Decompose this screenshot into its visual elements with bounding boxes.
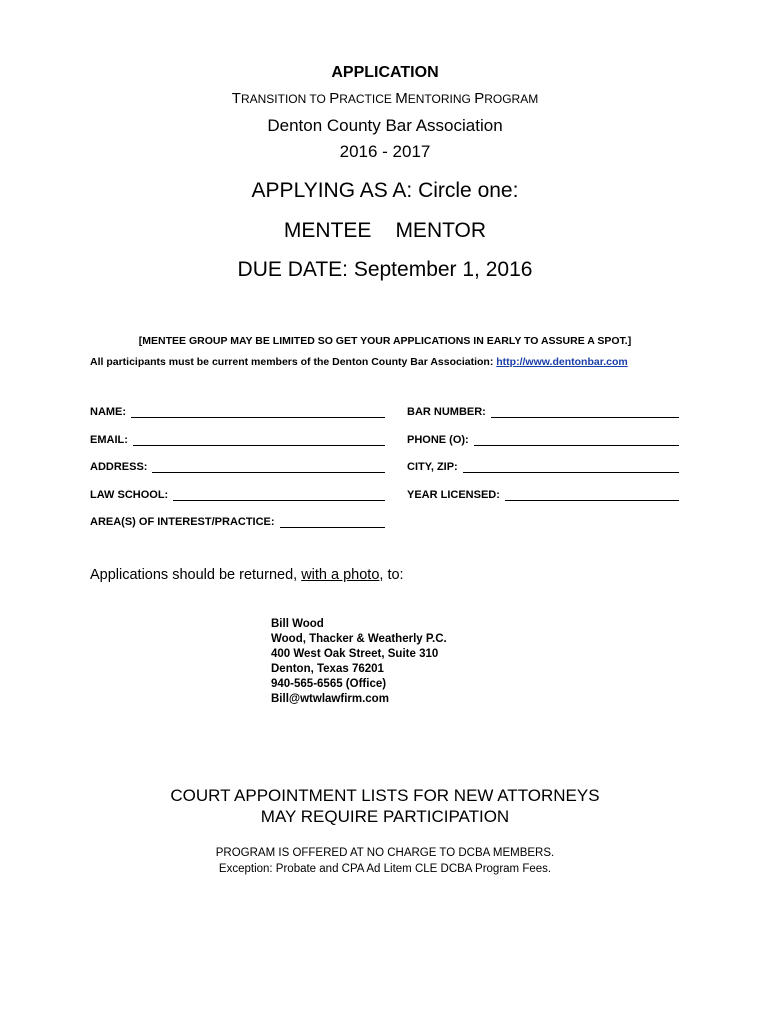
law-school-field[interactable] — [90, 485, 385, 501]
contact-name: Bill Wood — [271, 618, 324, 630]
year-licensed-label: YEAR LICENSED: — [407, 489, 500, 501]
contact-city: Denton, Texas 76201 — [271, 663, 384, 675]
bar-number-label: BAR NUMBER: — [407, 406, 486, 418]
name-line[interactable] — [131, 405, 385, 418]
court-notice-line-1: COURT APPOINTMENT LISTS FOR NEW ATTORNEYS — [170, 786, 600, 805]
subtitle-word: PROGRAM — [474, 90, 539, 107]
year-licensed-line[interactable] — [505, 488, 679, 501]
role-options — [0, 219, 770, 243]
email-label: EMAIL: — [90, 434, 128, 446]
city-zip-line[interactable] — [463, 460, 679, 473]
phone-field[interactable] — [407, 430, 679, 446]
areas-label: AREA(S) OF INTEREST/PRACTICE: — [90, 516, 275, 528]
phone-label: PHONE (O): — [407, 434, 469, 446]
fee-exception: Exception: Probate and CPA Ad Litem CLE DCBA Program Fees. — [218, 863, 552, 875]
name-label: NAME: — [90, 406, 127, 418]
program-subtitle — [0, 90, 770, 107]
with-photo-text: with a photo — [301, 567, 380, 583]
applying-as-prompt: APPLYING AS A: Circle one: — [251, 179, 519, 202]
areas-of-interest-field[interactable] — [90, 512, 385, 528]
program-years: 2016 - 2017 — [339, 142, 431, 161]
email-field[interactable] — [90, 430, 385, 446]
membership-notice — [90, 356, 628, 368]
contact-firm: Wood, Thacker & Weatherly P.C. — [271, 633, 447, 645]
return-instructions: Applications should be returned, with a photo, to: — [90, 567, 404, 583]
no-charge-notice: PROGRAM IS OFFERED AT NO CHARGE TO DCBA MEMBERS. — [215, 847, 555, 859]
contact-phone: 940-565-6565 (Office) — [271, 678, 387, 690]
due-date: DUE DATE: September 1, 2016 — [237, 258, 533, 281]
phone-line[interactable] — [474, 433, 679, 446]
membership-text: All participants must be current members of the Denton County Bar Association: — [90, 356, 497, 368]
year-licensed-field[interactable] — [407, 485, 679, 501]
bar-number-field[interactable] — [407, 402, 679, 418]
law-school-label: LAW SCHOOL: — [90, 489, 169, 501]
subtitle-word: PRACTICE — [329, 90, 396, 107]
address-field[interactable] — [90, 457, 385, 473]
return-address — [271, 617, 447, 707]
city-zip-label: CITY, ZIP: — [407, 461, 458, 473]
contact-street: 400 West Oak Street, Suite 310 — [271, 648, 439, 660]
dcba-website-link[interactable]: http://www.dentonbar.com — [496, 356, 628, 368]
subtitle-word: MENTORING — [395, 90, 475, 107]
contact-email: Bill@wtwlawfirm.com — [271, 693, 389, 705]
subtitle-word: TRANSITION TO — [231, 90, 330, 107]
name-field[interactable] — [90, 402, 385, 418]
email-line[interactable] — [133, 433, 385, 446]
role-option-mentee[interactable]: MENTEE — [283, 219, 372, 242]
address-line[interactable] — [152, 460, 385, 473]
bar-number-line[interactable] — [491, 405, 679, 418]
organization-name: Denton County Bar Association — [267, 116, 503, 135]
address-label: ADDRESS: — [90, 461, 148, 473]
court-notice-line-2: MAY REQUIRE PARTICIPATION — [260, 807, 510, 826]
law-school-line[interactable] — [173, 488, 385, 501]
limited-notice: [MENTEE GROUP MAY BE LIMITED SO GET YOUR APPLICATIONS IN EARLY TO ASSURE A SPOT.] — [138, 335, 632, 347]
form-title: APPLICATION — [331, 64, 439, 81]
areas-line[interactable] — [280, 515, 385, 528]
role-option-mentor[interactable]: MENTOR — [395, 219, 487, 242]
city-zip-field[interactable] — [407, 457, 679, 473]
